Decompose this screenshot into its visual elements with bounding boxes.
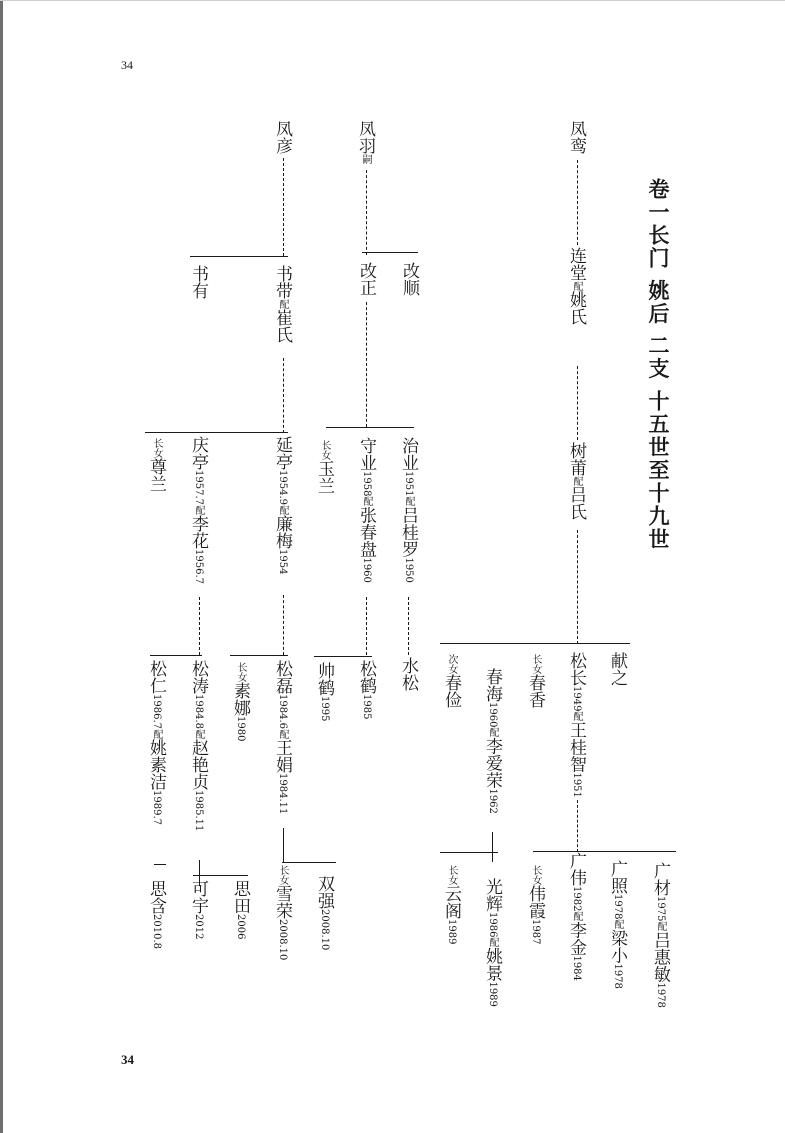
page-left-border xyxy=(0,0,3,1133)
name-guanghui: 光辉1986配姚景1989 xyxy=(482,878,502,1007)
name-guangzhao: 广照1978配梁小1978 xyxy=(607,860,627,989)
name-gaishun: 改顺 xyxy=(399,262,419,296)
name-songtao: 松涛1984.8配赵艳贞1985.11 xyxy=(188,660,208,832)
name-keyu: 可宇2012 xyxy=(188,880,208,940)
hline-gen17-shudai xyxy=(145,432,288,433)
link-songlei-gen19 xyxy=(283,828,284,862)
name-suna: 长女素娜1980 xyxy=(230,662,250,742)
dash-songren-sihan xyxy=(154,864,166,865)
hline-gen17-gaizheng xyxy=(326,427,414,428)
name-fengluan: 凤鸾 xyxy=(566,120,586,154)
name-shudai: 书带配崔氏 xyxy=(272,265,292,343)
name-qingting: 庆亭1957.7配李花1956.7 xyxy=(188,436,208,584)
link-songchang-gen19 xyxy=(577,800,578,852)
name-fengyu: 凤羽嗣 xyxy=(355,120,375,164)
link-qingting-gen18 xyxy=(199,597,200,655)
name-liantang: 连堂配姚氏 xyxy=(566,247,586,325)
link-shouye-gen18 xyxy=(366,597,367,655)
hline-gen19-songtao xyxy=(193,875,248,876)
hline-gen16-fengyan xyxy=(190,256,288,257)
name-songlei: 松磊1984.6配王娟1984.11 xyxy=(272,660,292,815)
hline-gen16-fengyu xyxy=(362,252,418,253)
name-yanting: 延亭1954.9配廉梅1954 xyxy=(272,436,292,575)
name-shuangqiang: 双强2008.10 xyxy=(314,875,334,951)
link-yanting-gen18 xyxy=(283,595,284,655)
link-fengyu-gaizheng xyxy=(366,170,367,255)
name-shouye: 守业1958配张春盘1960 xyxy=(356,437,376,583)
link-shudai-gen17 xyxy=(283,358,284,433)
name-songren: 松仁1986.7配姚素洁1989.7 xyxy=(146,660,166,825)
page-number-top: 34 xyxy=(121,58,133,72)
hline-gen18-shupu xyxy=(440,643,630,644)
name-songchang: 松长1949配王桂智1951 xyxy=(566,652,586,798)
link-chunhai-guanghui xyxy=(492,832,493,862)
name-yeye: 治业1951配吕桂罗1950 xyxy=(398,437,418,583)
link-gaizheng-gen17 xyxy=(366,302,367,427)
name-guangcai: 广材1975配吕惠敏1978 xyxy=(650,862,670,1008)
name-chunxiang: 长女春香 xyxy=(525,654,545,708)
name-weixia: 长女伟霞1987 xyxy=(525,865,545,945)
name-shuyou: 书有 xyxy=(188,265,208,299)
page-title: 卷一长门 姚后 二支 十五世至十九世 xyxy=(646,178,671,551)
hline-gen18-qingting xyxy=(150,655,202,656)
hline-gen19-chunhai xyxy=(440,852,498,853)
hline-gen19-songlei xyxy=(282,862,336,863)
name-shuisong: 水松 xyxy=(398,657,418,691)
hline-gen19-songchang xyxy=(533,851,676,852)
name-chunjian: 次女春俭 xyxy=(441,654,461,708)
name-yulan: 长女玉兰 xyxy=(314,440,334,494)
name-songhe: 松鹤1985 xyxy=(356,660,376,720)
link-liantang-shupu xyxy=(577,366,578,440)
link-fengyan-shudai xyxy=(283,158,284,256)
page-top-border xyxy=(0,0,785,1)
name-chunhai: 春海1960配李爱荣1962 xyxy=(482,668,502,814)
hline-gen18-yanting xyxy=(230,655,288,656)
name-zunlan: 长女尊兰 xyxy=(146,438,166,492)
name-xianzhi: 献之 xyxy=(607,652,627,686)
hline-gen18-shouye xyxy=(314,656,372,657)
name-sitian: 思田2006 xyxy=(230,880,250,940)
link-shupu-gen18 xyxy=(577,530,578,644)
name-fengyan: 凤彦 xyxy=(272,120,292,154)
name-shupu: 树莆配吕氏 xyxy=(566,442,586,520)
name-guangwei: 广伟1982配李金1984 xyxy=(566,852,586,981)
link-fengluan-liantang xyxy=(577,160,578,245)
link-yeye-shuisong xyxy=(408,597,409,655)
name-sihan: 思含2010.8 xyxy=(146,880,166,949)
name-shuaihe: 帅鹤1995 xyxy=(314,662,334,722)
name-xuerong: 长女雪荣2008.10 xyxy=(272,865,292,961)
page-number-bottom: 34 xyxy=(121,1052,134,1067)
name-gaizheng: 改正 xyxy=(356,262,376,296)
name-yunge: 长女云阁1989 xyxy=(441,865,461,945)
